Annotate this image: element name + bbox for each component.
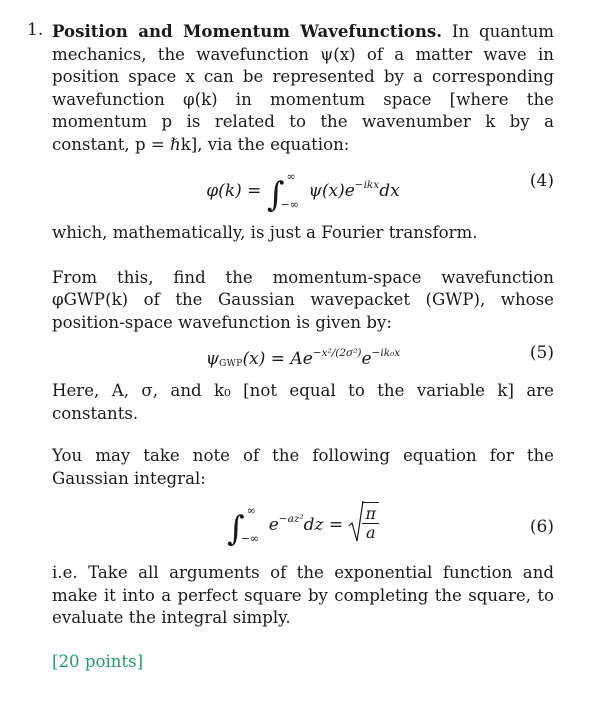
eq4-upper-limit: ∞ — [286, 170, 296, 183]
paragraph-3: Here, A, σ, and k₀ [not equal to the variable k] are constants. — [52, 381, 554, 423]
eq5-psi: ψ — [205, 349, 220, 369]
eq5-label: (5) — [529, 343, 554, 363]
eq5-e: e — [361, 349, 372, 369]
paragraph-4: You may take note of the following equation for the Gaussian integral: — [52, 446, 554, 488]
intro-paragraph — [52, 20, 554, 156]
eq5-exponent-2: −ik₀x — [371, 347, 401, 359]
eq6-denominator: a — [365, 523, 376, 542]
eq4-label: (4) — [529, 171, 554, 191]
eq6-lower-limit: −∞ — [240, 531, 260, 545]
after-eq4-text: which, mathematically, is just a Fourier transform. — [52, 223, 478, 242]
eq6-dz: dz = — [303, 515, 344, 535]
eq4-integrand: ψ(x)e — [308, 181, 355, 201]
points-label: [20 points] — [52, 652, 144, 671]
eq6-integral-sign: ∫ — [226, 509, 245, 549]
problem-body — [52, 20, 554, 630]
eq6-exponent: −az² — [278, 513, 304, 525]
eq6-sqrt — [348, 500, 379, 544]
eq4-exponent: −ikx — [354, 179, 380, 191]
eq5-exponent-1: −x²/(2σ²) — [312, 347, 362, 359]
paragraph-5: i.e. Take all arguments of the exponential function and make it into a perfect square by completing the square, to evaluate the integral simply. — [52, 563, 554, 627]
eq5-subscript: GWP — [219, 359, 243, 369]
eq4-lower-limit: −∞ — [280, 197, 299, 211]
eq6-label: (6) — [529, 517, 554, 537]
eq4-integral-sign: ∫ — [266, 175, 285, 215]
eq4-lhs: φ(k) = — [206, 181, 262, 201]
problem-number: 1. — [27, 20, 44, 40]
eq6-upper-limit: ∞ — [246, 504, 256, 517]
eq6-e: e — [268, 515, 279, 535]
eq5-lhs: (x) = Ae — [242, 349, 313, 369]
paragraph-2: From this, find the momentum-space wavefunction φGWP(k) of the Gaussian wavepacket (GWP), whose position-space wavefunction is given by: — [52, 267, 554, 332]
eq4-dx: dx — [379, 181, 400, 201]
eq6-numerator: π — [362, 505, 379, 524]
problem-title: Position and Momentum Wavefunctions. — [52, 21, 443, 41]
intro-text: In quantum mechanics, the wavefunction ψ(x) of a matter wave in position space x can be represented by a corresponding wavefunction φ(k) in momentum space [where the momentum p is related to the wavenumber k by a constant, p = ℏk], via the equation: — [52, 22, 554, 154]
